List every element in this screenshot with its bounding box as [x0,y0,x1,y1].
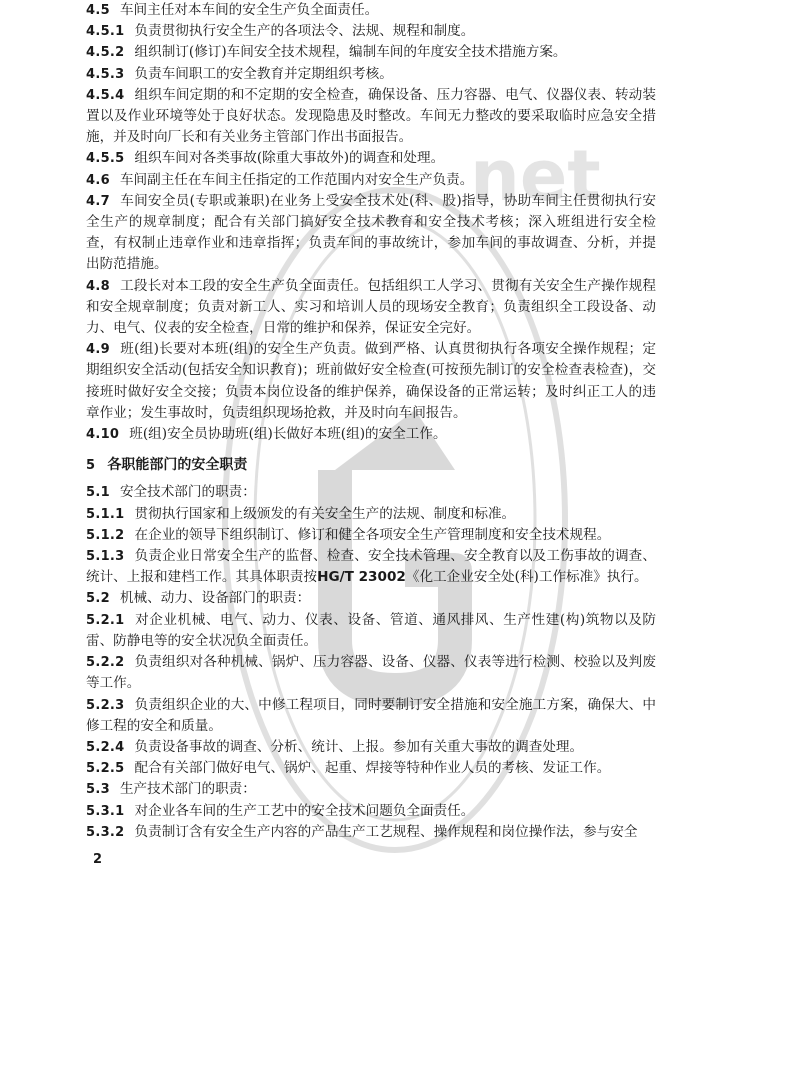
clause [86,758,656,779]
clause-text: 负责组织企业的大、中修工程项目，同时要制订安全措施和安全施工方案，确保大、中修工程的安全和质量。 [86,696,656,734]
clause-text: 贯彻执行国家和上级颁发的有关安全生产的法规、制度和标准。 [134,505,516,522]
clause-text: 车间安全员(专职或兼职)在业务上受安全技术处(科、股)指导，协助车间主任贯彻执行安全生产的规章制度；配合有关部门搞好安全技术教育和安全技术考核；深入班组进行安全检查，有权制止违章作业和违章指挥；负责车间的事故统计，参加车间的事故调查、分析，并提出防范措施。 [86,192,656,273]
clause-text: 车间副主任在车间主任指定的工作范围内对安全生产负责。 [119,171,474,188]
clause [86,0,656,21]
clause-5-1-3 [86,546,656,588]
clause-text: 组织车间对各类事故(除重大事故外)的调查和处理。 [134,150,445,167]
clause-number: 5.2.4 [86,739,125,755]
clause-text: 机械、动力、设备部门的职责： [119,590,311,607]
section-number: 5 [86,458,96,474]
clause-number: 5.2.3 [86,697,125,713]
clause [86,652,656,694]
clause [86,85,656,149]
clause-text: 工段长对本工段的安全生产负全面责任。包括组织工人学习、贯彻有关安全生产操作规程和安全规章制度；负责对新工人、实习和培训人员的现场安全教育；负责组织全工段设备、动力、电气、仪表的安全检查，日常的维护和保养，保证安全完好。 [86,277,656,337]
clause-number: 5.3.1 [86,803,125,819]
clause-text: 《化工企业安全处(科)工作标准》执行。 [405,569,648,586]
clause [86,588,656,609]
page-number: 2 [93,852,103,867]
clause-number: 4.8 [86,278,110,294]
clause [86,424,656,445]
document-page [86,0,656,843]
standard-code: HG/T 23002 [317,569,406,586]
section-heading [86,455,656,476]
clause [86,276,656,340]
clause-number: 4.9 [86,342,110,358]
clause [86,64,656,85]
clause-text: 对企业机械、电气、动力、仪表、设备、管道、通风排风、生产性建(构)筑物以及防雷、防静电等的安全状况负全面责任。 [86,611,656,649]
clause-text: 在企业的领导下组织制订、修订和健全各项安全生产管理制度和安全技术规程。 [134,526,611,543]
clause-text: 负责车间职工的安全教育并定期组织考核。 [134,65,393,82]
clause [86,339,656,424]
clause-number: 5.3.2 [86,824,125,840]
clause [86,42,656,63]
clause [86,779,656,800]
clause-text: 对企业各车间的生产工艺中的安全技术问题负全面责任。 [134,802,475,819]
clause [86,695,656,737]
clause-number: 4.5.3 [86,66,125,82]
clause [86,170,656,191]
clause-text: 配合有关部门做好电气、锅炉、起重、焊接等特种作业人员的考核、发证工作。 [134,760,611,777]
clause-number: 5.1.1 [86,506,125,522]
clause-text: 组织车间定期的和不定期的安全检查，确保设备、压力容器、电气、仪器仪表、转动装置以及作业环境等处于良好状态。发现隐患及时整改。车间无力整改的要采取临时应急安全措施，并及时向厂长和有关业务主管部门作出书面报告。 [86,86,656,146]
clause [86,801,656,822]
clause-number: 4.7 [86,193,110,209]
watermark-text: net [470,135,601,217]
clause-text: 负责企业日常安全生产的监督、检查、安全技术管理、安全教育以及工伤事故的调查、统计、上报和建档工作。其具体职责按 [86,548,656,586]
clause-number: 4.6 [86,172,110,188]
clause [86,191,656,276]
clause-text: 班(组)长要对本班(组)的安全生产负责。做到严格、认真贯彻执行各项安全操作规程；定期组织安全活动(包括安全知识教育)；班前做好安全检查(可按预先制订的安全检查表检查)，交接班时做好安全交接；负责本岗位设备的维护保养，确保设备的正常运转；及时纠正工人的违章作业；发生事故时，负责组织现场抢救，并及时向车间报告。 [86,341,656,421]
clause-text: 负责组织对各种机械、锅炉、压力容器、设备、仪器、仪表等进行检测、校验以及判废等工作。 [86,654,656,692]
clause-text: 负责贯彻执行安全生产的各项法令、法规、规程和制度。 [134,23,475,40]
clause-text: 班(组)安全员协助班(组)长做好本班(组)的安全工作。 [129,426,447,443]
clause [86,822,656,843]
clause-number: 4.10 [86,427,120,443]
clause-number: 4.5 [86,3,110,18]
section5-items-b [86,588,656,842]
clause-number: 5.1.3 [86,549,125,565]
clause [86,148,656,169]
clause-text: 负责设备事故的调查、分析、统计、上报。参加有关重大事故的调查处理。 [134,738,584,755]
clause-number: 5.1.2 [86,527,125,543]
clause-text: 负责制订含有安全生产内容的产品生产工艺规程、操作规程和岗位操作法，参与安全 [134,823,638,840]
clause-number: 4.5.5 [86,151,125,167]
clause [86,504,656,525]
clause [86,21,656,42]
clause-number: 4.5.4 [86,87,125,103]
clause-number: 5.2.1 [86,612,125,628]
clause [86,482,656,503]
clause-number: 4.5.2 [86,45,125,61]
clause-text: 车间主任对本车间的安全生产负全面责任。 [119,2,379,18]
section5-items-a [86,482,656,546]
section-title: 各职能部门的安全职责 [107,457,248,474]
clause-number: 5.2.5 [86,761,125,777]
clause-number: 5.1 [86,485,110,501]
clause-text: 安全技术部门的职责： [119,484,256,501]
clause [86,737,656,758]
clause-number: 5.2.2 [86,655,125,671]
clause-text: 生产技术部门的职责： [119,781,256,798]
clause-number: 4.5.1 [86,24,125,40]
clause-number: 5.2 [86,591,110,607]
clause [86,610,656,652]
section4-items [86,0,656,445]
clause-text: 组织制订(修订)车间安全技术规程，编制车间的年度安全技术措施方案。 [134,44,567,61]
clause [86,525,656,546]
clause-number: 5.3 [86,782,110,798]
